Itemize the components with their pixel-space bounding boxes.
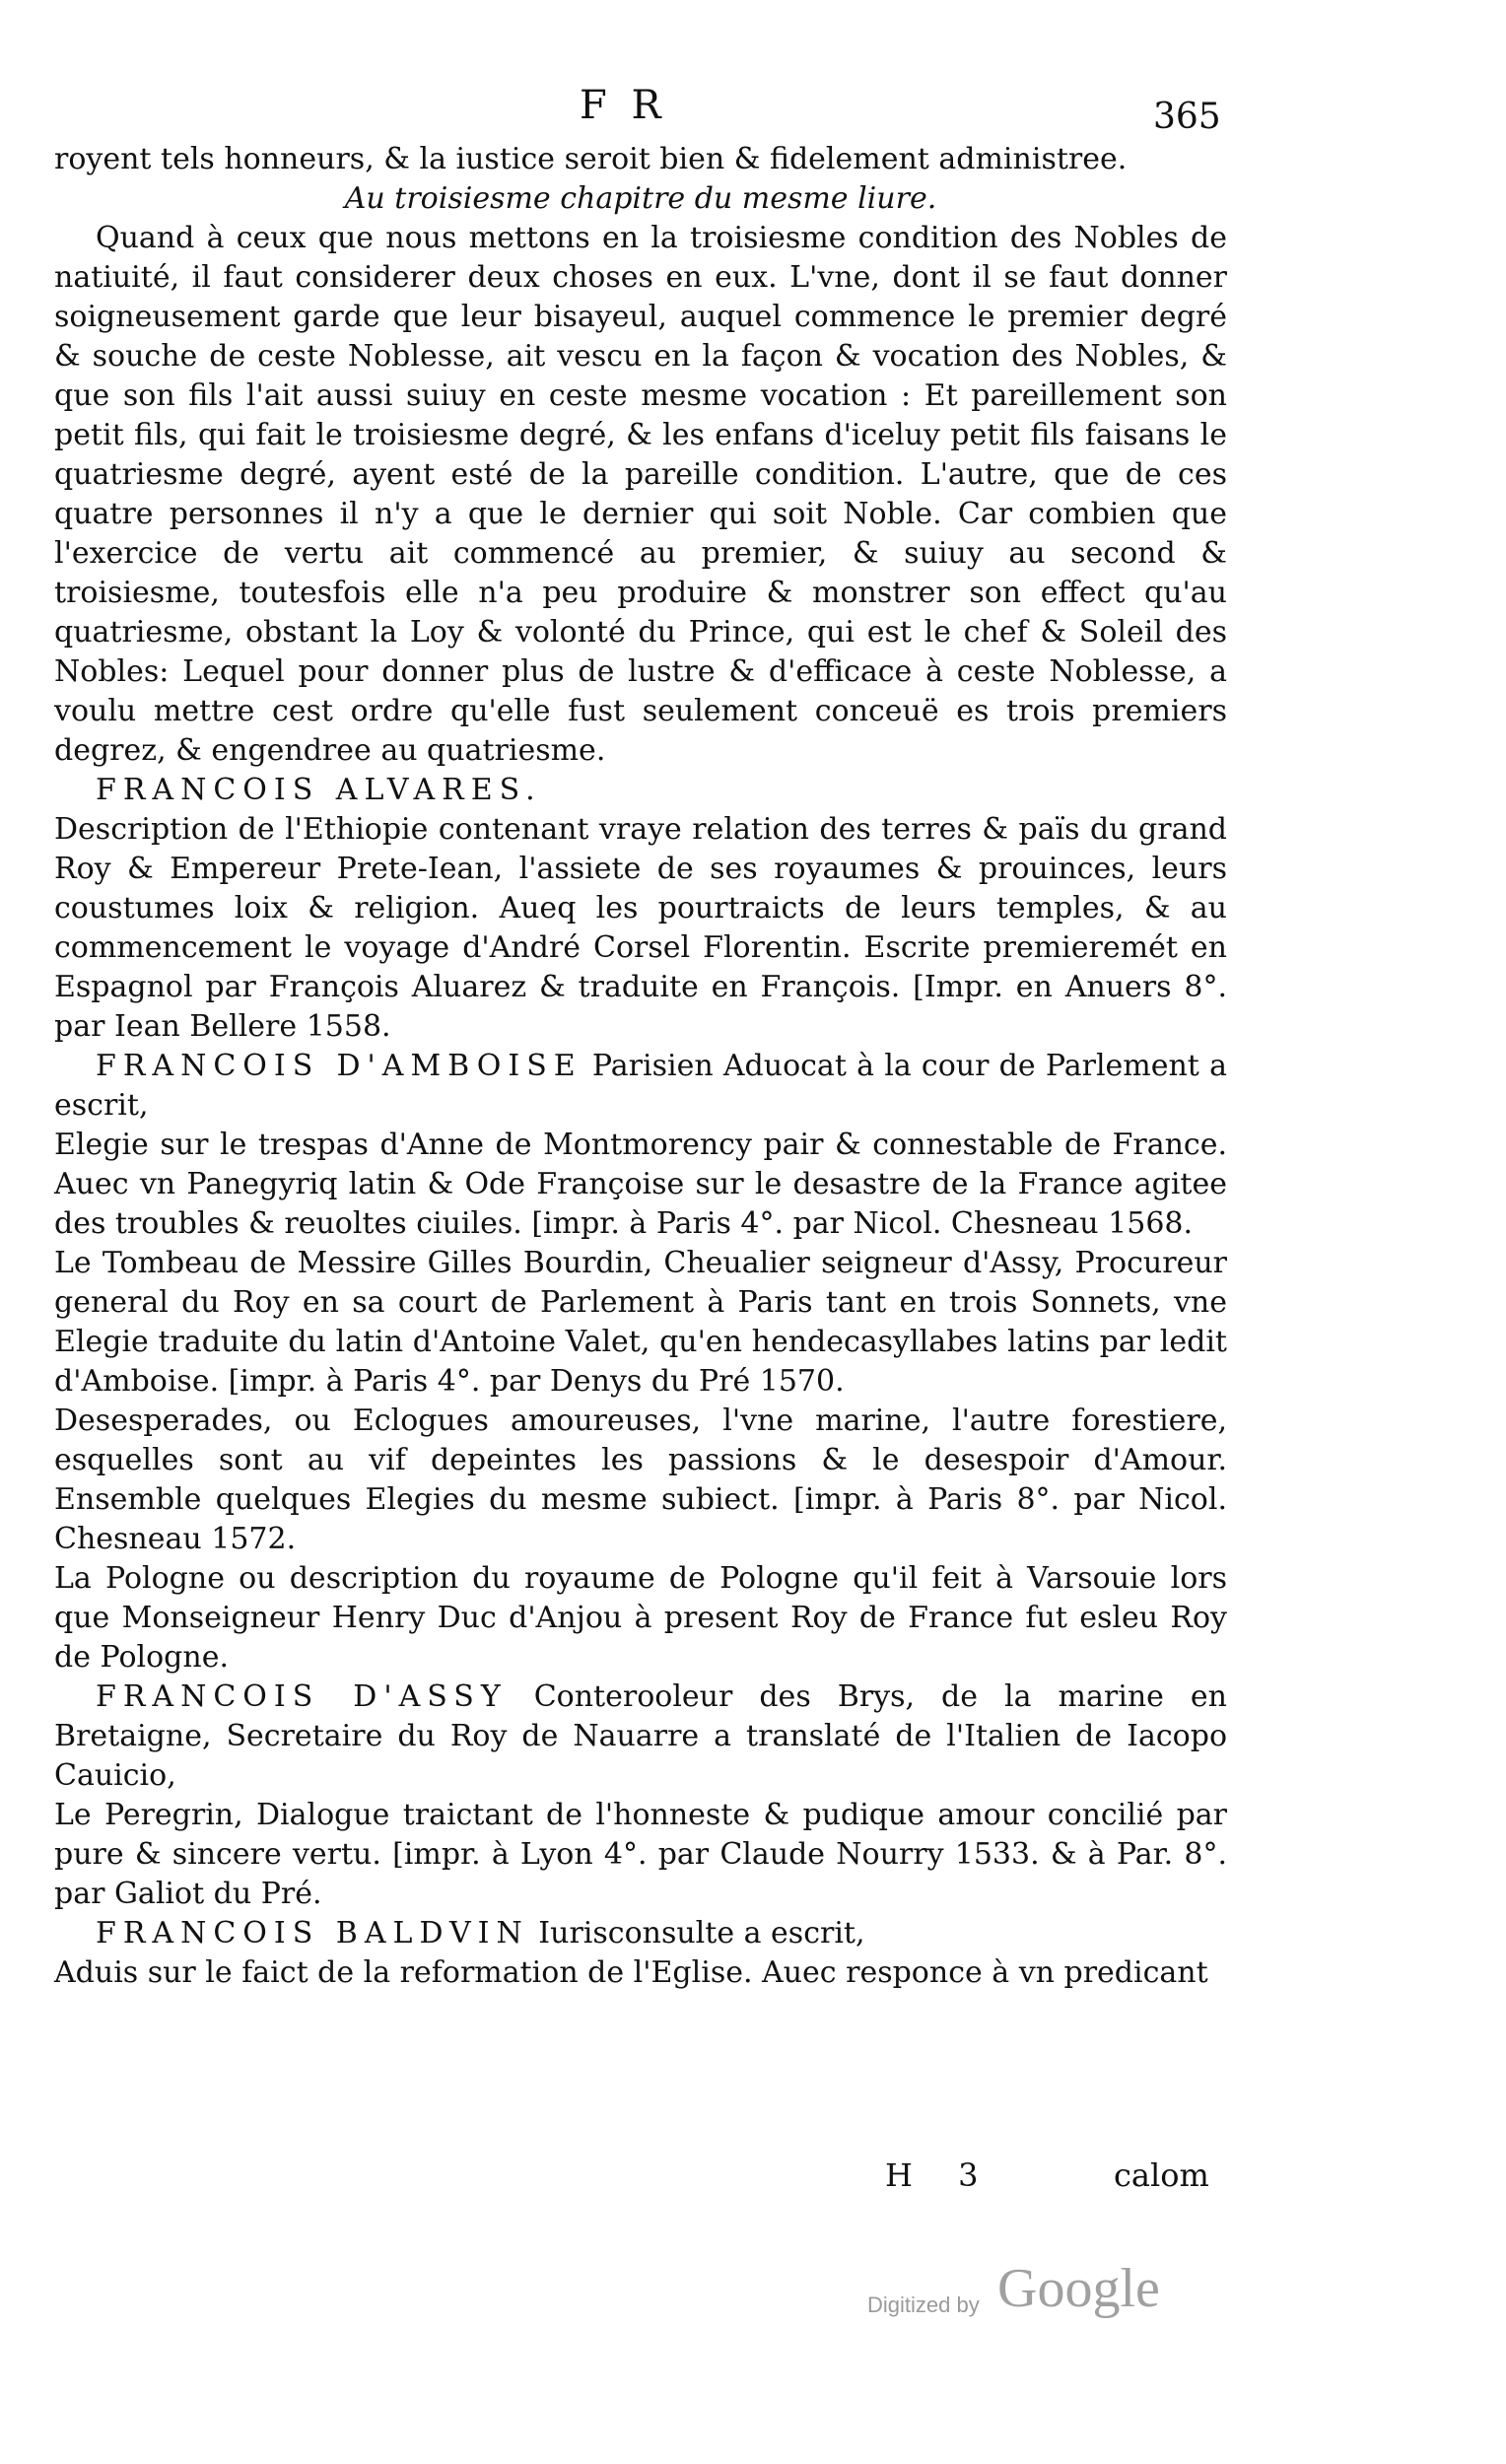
work-entry: Le Tombeau de Messire Gilles Bourdin, Cheualier seigneur d'Assy, Procureur general du Roy en sa court de Parlement à Paris tant en trois Sonnets, vne Elegie traduite du latin d'Antoine Valet, qu'en hendecasyllabes latins par ledit d'Amboise. [impr. à Paris 4°. par Denys du Pré 1570. — [54, 1246, 1227, 1399]
work-entry: Le Peregrin, Dialogue traictant de l'honneste & pudique amour concilié par pure & sincere vertu. [impr. à Lyon 4°. par Claude Nourry 1533. & à Par. 8°. par Galiot du Pré. — [54, 1798, 1227, 1911]
running-head: F R — [580, 83, 667, 128]
page-body — [54, 140, 1227, 1993]
paragraph: Quand à ceux que nous mettons en la troisiesme condition des Nobles de natiuité, il faut considerer deux choses en eux. L'vne, dont il se faut donner soigneusement garde que leur bisayeul, auquel commence le premier degré & souche de ceste Noblesse, ait vescu en la façon & vocation des Nobles, & que son fils l'ait aussi suiuy en ceste mesme vocation : Et pareillement son petit fils, qui fait le troisiesme degré, & les enfans d'iceluy petit fils faisans le quatriesme degré, ayent esté de la pareille condition. L'autre, que de ces quatre personnes il n'y a que le dernier qui soit Noble. Car combien que l'exercice de vertu ait commencé au premier, & suiuy au second & troisiesme, toutesfois elle n'a peu produire & monstrer son effect qu'au quatriesme, obstant la Loy & volonté du Prince, qui est le chef & Soleil des Nobles: Lequel pour donner plus de lustre & d'efficace à ceste Noblesse, a voulu mettre cest ordre qu'elle fust seulement conceuë es trois premiers degrez, & engendree au quatriesme. — [54, 221, 1227, 768]
page-footer — [0, 2156, 1506, 2206]
author-description: Iurisconsulte a escrit, — [538, 1916, 865, 1951]
google-logo: Google — [997, 2258, 1160, 2319]
author-description: Conterooleur des Brys, de la marine en Bretaigne, Secretaire du Roy de Nauarre a translaté de l'Italien de Iacopo Cauicio, — [54, 1679, 1227, 1793]
digitized-watermark — [867, 2257, 1202, 2336]
work-entry: La Pologne ou description du royaume de Pologne qu'il feit à Varsouie lors que Monseigneur Henry Duc d'Anjou à present Roy de France fut esleu Roy de Pologne. — [54, 1561, 1227, 1675]
page-header — [0, 83, 1506, 142]
work-entry: Elegie sur le trespas d'Anne de Montmorency pair & connestable de France. Auec vn Panegyriq latin & Ode Françoise sur le desastre de la France agitee des troubles & reuoltes ciuiles. [impr. à Paris 4°. par Nicol. Chesneau 1568. — [54, 1128, 1227, 1241]
continuation-line: royent tels honneurs, & la iustice seroit bien & fidelement administree. — [54, 142, 1128, 176]
author-entry — [54, 1047, 1227, 1126]
author-name: FRANCOIS D'AMBOISE — [96, 1049, 582, 1083]
signature-mark: H 3 — [885, 2156, 996, 2194]
author-entry — [54, 771, 1227, 810]
page-number: 365 — [1153, 97, 1221, 137]
digitized-label: Digitized by — [867, 2293, 980, 2317]
author-name: FRANCOIS BALDVIN — [96, 1916, 529, 1951]
author-description: Parisien Aduocat à la cour de Parlement a escrit, — [54, 1049, 1227, 1123]
work-entry: Desesperades, ou Eclogues amoureuses, l'vne marine, l'autre forestiere, esquelles sont au vif depeintes les passions & le desespoir d'Amour. Ensemble quelques Elegies du mesme subiect. [impr. à Paris 8°. par Nicol. Chesneau 1572. — [54, 1403, 1227, 1556]
work-entry: Description de l'Ethiopie contenant vraye relation des terres & païs du grand Roy & Empereur Prete-Iean, l'assiete de ses royaumes & prouinces, leurs coustumes loix & religion. Aueq les pourtraicts de leurs temples, & au commencement le voyage d'André Corsel Florentin. Escrite premieremét en Espagnol par François Aluarez & traduite en François. [Impr. en Anuers 8°. par Iean Bellere 1558. — [54, 812, 1227, 1044]
work-entry: Aduis sur le faict de la reformation de l'Eglise. Auec responce à vn predicant — [54, 1955, 1208, 1990]
catchword: calom — [1114, 2156, 1209, 2194]
author-entry — [54, 1677, 1227, 1796]
author-name: FRANCOIS D'ASSY — [96, 1679, 508, 1714]
author-entry — [54, 1914, 1227, 1953]
section-subheading: Au troisiesme chapitre du mesme liure. — [344, 181, 937, 216]
author-name: FRANCOIS ALVARES. — [96, 773, 542, 807]
